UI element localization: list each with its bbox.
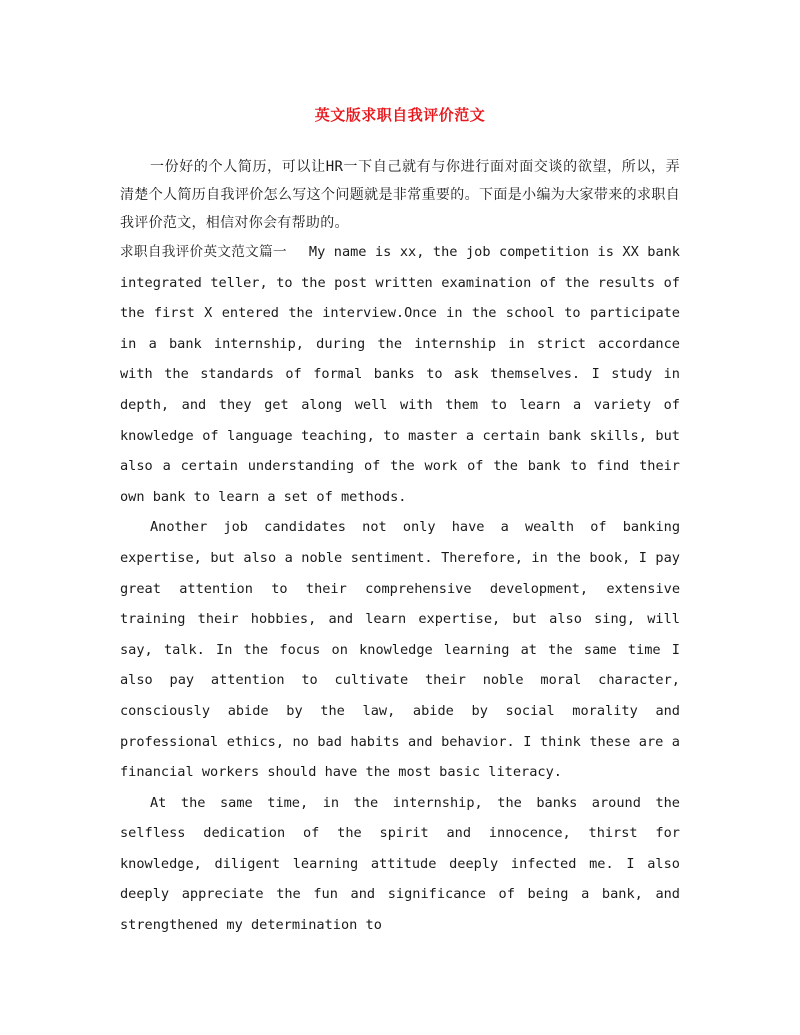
paragraph-1 [120,237,680,512]
paragraph-2: Another job candidates not only have a wealth of banking expertise, but also a noble sentiment. Therefore, in the book, I pay great attention to their comprehensive development, extensive training their hobbies, and learn expertise, but also sing, will say, talk. In the focus on knowledge learning at the same time I also pay attention to cultivate their noble moral character, consciously abide by the law, abide by social morality and professional ethics, no bad habits and behavior. I think these are a financial workers should have the most basic literacy. [120,519,680,781]
intro-paragraph: 一份好的个人简历，可以让HR一下自己就有与你进行面对面交谈的欲望，所以，弄清楚个人简历自我评价怎么写这个问题就是非常重要的。下面是小编为大家带来的求职自我评价范文，相信对你会有帮助的。 [120,159,680,231]
paragraph-1-text: My name is xx, the job competition is XX bank integrated teller, to the post written examination of the results of the first X entered the interview.Once in the school to participate in a bank internship, during the internship in strict accordance with the standards of formal banks to ask themselves. I study in depth, and they get along well with them to learn a variety of knowledge of language teaching, to master a certain bank skills, but also a certain understanding of the work of the bank to find their own bank to learn a set of methods. [120,244,680,505]
document-title: 英文版求职自我评价范文 [314,106,486,124]
document-body [120,153,680,941]
section-heading: 求职自我评价英文范文篇一 [120,244,287,260]
paragraph-3: At the same time, in the internship, the banks around the selfless dedication of the spirit and innocence, thirst for knowledge, diligent learning attitude deeply infected me. I also deeply appreciate the fun and significance of being a bank, and strengthened my determination to [120,794,680,934]
